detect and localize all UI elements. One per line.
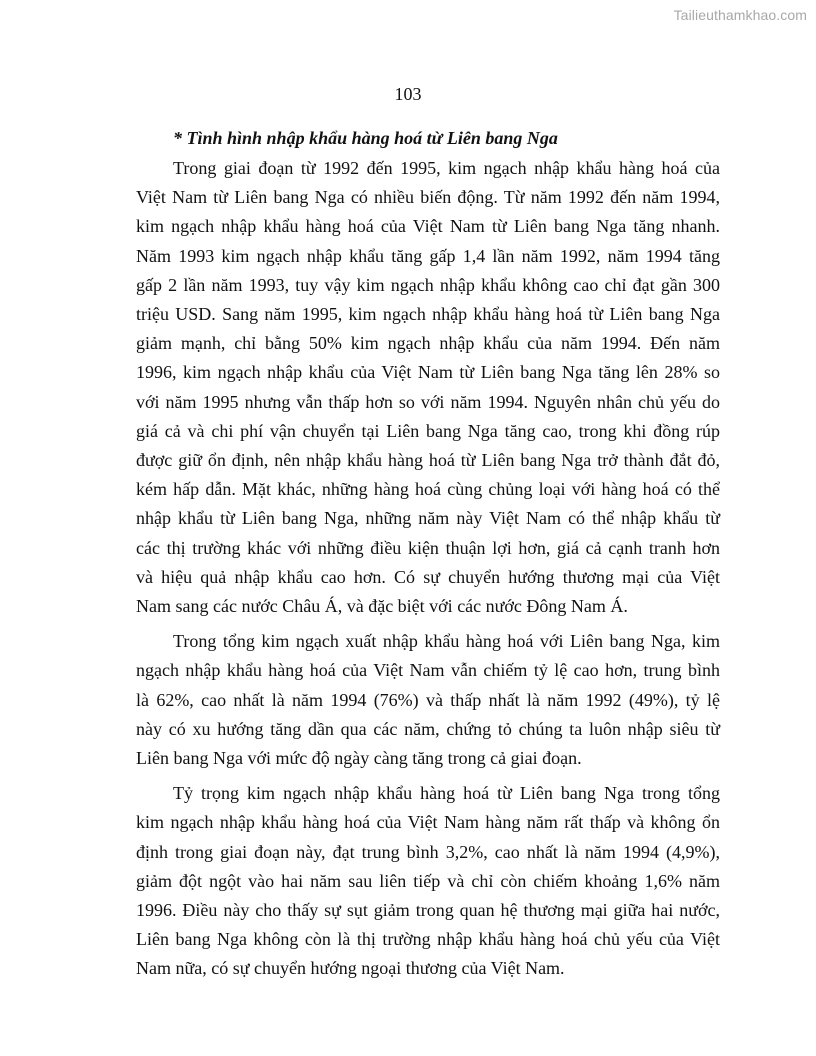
text-line: Việt Nam từ Liên bang Nga có nhiều biến động. Từ năm 1992 đến năm 1994, [136,187,720,208]
text-line: gấp 2 lần năm 1993, tuy vậy kim ngạch nhập khẩu không cao chỉ đạt gần 300 [136,274,720,295]
text-line: được giữ ổn định, nên nhập khẩu hàng hoá từ Liên bang Nga trở thành đắt đỏ, [136,450,720,471]
text-line: Năm 1993 kim ngạch nhập khẩu tăng gấp 1,4 lần năm 1992, năm 1994 tăng [136,245,720,266]
text-line: định trong giai đoạn này, đạt trung bình 3,2%, cao nhất là năm 1994 (4,9%), [136,841,720,862]
text-line: 1996, kim ngạch nhập khẩu của Việt Nam từ Liên bang Nga tăng lên 28% so [136,362,720,383]
text-line: ngạch nhập khẩu hàng hoá của Việt Nam vẫn chiếm tỷ lệ cao hơn, trung bình [136,660,720,681]
text-line: Tỷ trọng kim ngạch nhập khẩu hàng hoá từ Liên bang Nga trong tổng [173,783,720,804]
text-line: kém hấp dẫn. Mặt khác, những hàng hoá cùng chủng loại với hàng hoá có thể [136,479,720,500]
paragraph [136,627,720,773]
text-line: kim ngạch nhập khẩu hàng hoá của Việt Nam từ Liên bang Nga tăng nhanh. [136,216,720,237]
text-line: Trong giai đoạn từ 1992 đến 1995, kim ngạch nhập khẩu hàng hoá của [173,158,720,178]
text-line: kim ngạch nhập khẩu hàng hoá của Việt Nam hàng năm rất thấp và không ổn [136,812,720,833]
text-line: triệu USD. Sang năm 1995, kim ngạch nhập khẩu hàng hoá từ Liên bang Nga [136,304,720,325]
text-line: Nam sang các nước Châu Á, và đặc biệt với các nước Đông Nam Á. [136,596,628,617]
text-line: giảm mạnh, chỉ bằng 50% kim ngạch nhập khẩu của năm 1994. Đến năm [136,333,720,354]
text-line: Liên bang Nga với mức độ ngày càng tăng trong cả giai đoạn. [136,748,582,769]
text-line: này có xu hướng tăng dần qua các năm, chứng tỏ chúng ta luôn nhập siêu từ [136,718,720,739]
text-line: giá cả và chi phí vận chuyển tại Liên bang Nga tăng cao, trong khi đồng rúp [136,420,720,441]
paragraph [136,779,720,983]
text-line: các thị trường khác với những điều kiện thuận lợi hơn, giá cả cạnh tranh hơn [136,537,720,558]
text-line: Trong tổng kim ngạch xuất nhập khẩu hàng hoá với Liên bang Nga, kim [173,631,720,652]
text-line: 1996. Điều này cho thấy sự sụt giảm trong quan hệ thương mại giữa hai nước, [136,900,720,921]
text-line: với năm 1995 nhưng vẫn thấp hơn so với năm 1994. Nguyên nhân chủ yếu do [136,391,720,412]
watermark-text: Tailieuthamkhao.com [673,7,807,23]
document-body [136,124,720,990]
text-line: Liên bang Nga không còn là thị trường nhập khẩu hàng hoá chủ yếu của Việt [136,929,720,950]
text-line: và hiệu quả nhập khẩu cao hơn. Có sự chuyển hướng thương mại của Việt [136,566,720,587]
text-line: nhập khẩu từ Liên bang Nga, những năm này Việt Nam có thể nhập khẩu từ [136,508,720,529]
text-line: Nam nữa, có sự chuyển hướng ngoại thương của Việt Nam. [136,958,565,979]
page-number: 103 [394,84,422,104]
text-line: giảm đột ngột vào hai năm sau liên tiếp và chỉ còn chiếm khoảng 1,6% năm [136,870,720,891]
section-heading: * Tình hình nhập khẩu hàng hoá từ Liên bang Nga [173,128,558,148]
paragraph [136,154,720,621]
text-line: là 62%, cao nhất là năm 1994 (76%) và thấp nhất là năm 1992 (49%), tỷ lệ [136,689,720,710]
